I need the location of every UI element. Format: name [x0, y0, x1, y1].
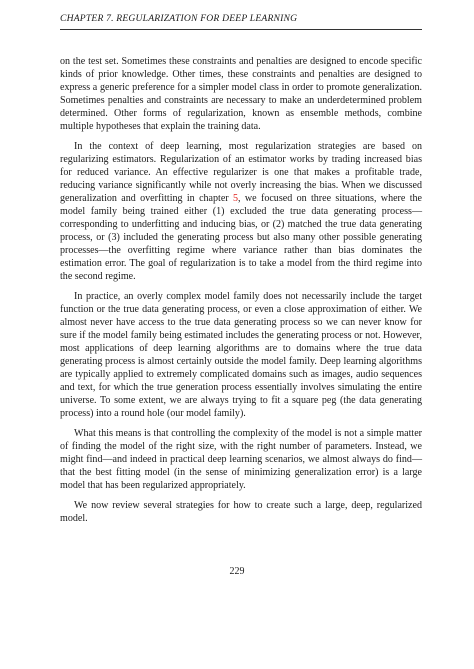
- paragraph-2: [60, 140, 422, 283]
- paragraph-2-text-after: , we focused on three situations, where the model family being trained either (1) excluded the true data generating process—corresponding to underfitting and inducing bias, or (2) matched the true data generating process, or (3) included the generating process but also many other possible generating processes—the overfitting regime where variance rather than bias dominates the estimation error. The goal of regularization is to take a model from the third regime into the second regime.: [60, 193, 422, 282]
- running-header: CHAPTER 7. REGULARIZATION FOR DEEP LEARNING: [60, 13, 298, 24]
- paragraph-3: In practice, an overly complex model family does not necessarily include the target function or the true data generating process, or even a close approximation of either. We almost never have access to the true data generating process so we can never know for sure if the model family being estimated includes the generating process or not. However, most applications of deep learning algorithms are to domains where the true data generating process is almost certainly outside the model family. Deep learning algorithms are typically applied to extremely complicated domains such as images, audio sequences and text, for which the true generation process essentially involves simulating the entire universe. To some extent, we are always trying to fit a square peg (the data generating process) into a round hole (our model family).: [60, 291, 422, 419]
- body-text: [60, 55, 422, 532]
- page-number: 229: [229, 566, 245, 577]
- paragraph-2-text-before: In the context of deep learning, most regularization strategies are based on regularizing estimators. Regularization of an estimator works by trading increased bias for reduced variance. An effective regularizer is one that makes a profitable trade, reducing variance significantly while not overly increasing the bias. When we discussed generalization and overfitting in chapter: [60, 141, 422, 204]
- header-rule: [60, 29, 422, 30]
- paragraph-5: We now review several strategies for how to create such a large, deep, regularized model.: [60, 500, 422, 524]
- chapter-reference-link[interactable]: 5: [233, 193, 239, 204]
- paragraph-4: What this means is that controlling the complexity of the model is not a simple matter of finding the model of the right size, with the right number of parameters. Instead, we might find—and indeed in practical deep learning scenarios, we almost always do find—that the best fitting model (in the sense of minimizing generalization error) is a large model that has been regularized appropriately.: [60, 428, 422, 491]
- paragraph-1: on the test set. Sometimes these constraints and penalties are designed to encode specific kinds of prior knowledge. Other times, these constraints and penalties are designed to express a generic preference for a simpler model class in order to promote generalization. Sometimes penalties and constraints are necessary to make an underdetermined problem determined. Other forms of regularization, known as ensemble methods, combine multiple hypotheses that explain the training data.: [60, 56, 422, 132]
